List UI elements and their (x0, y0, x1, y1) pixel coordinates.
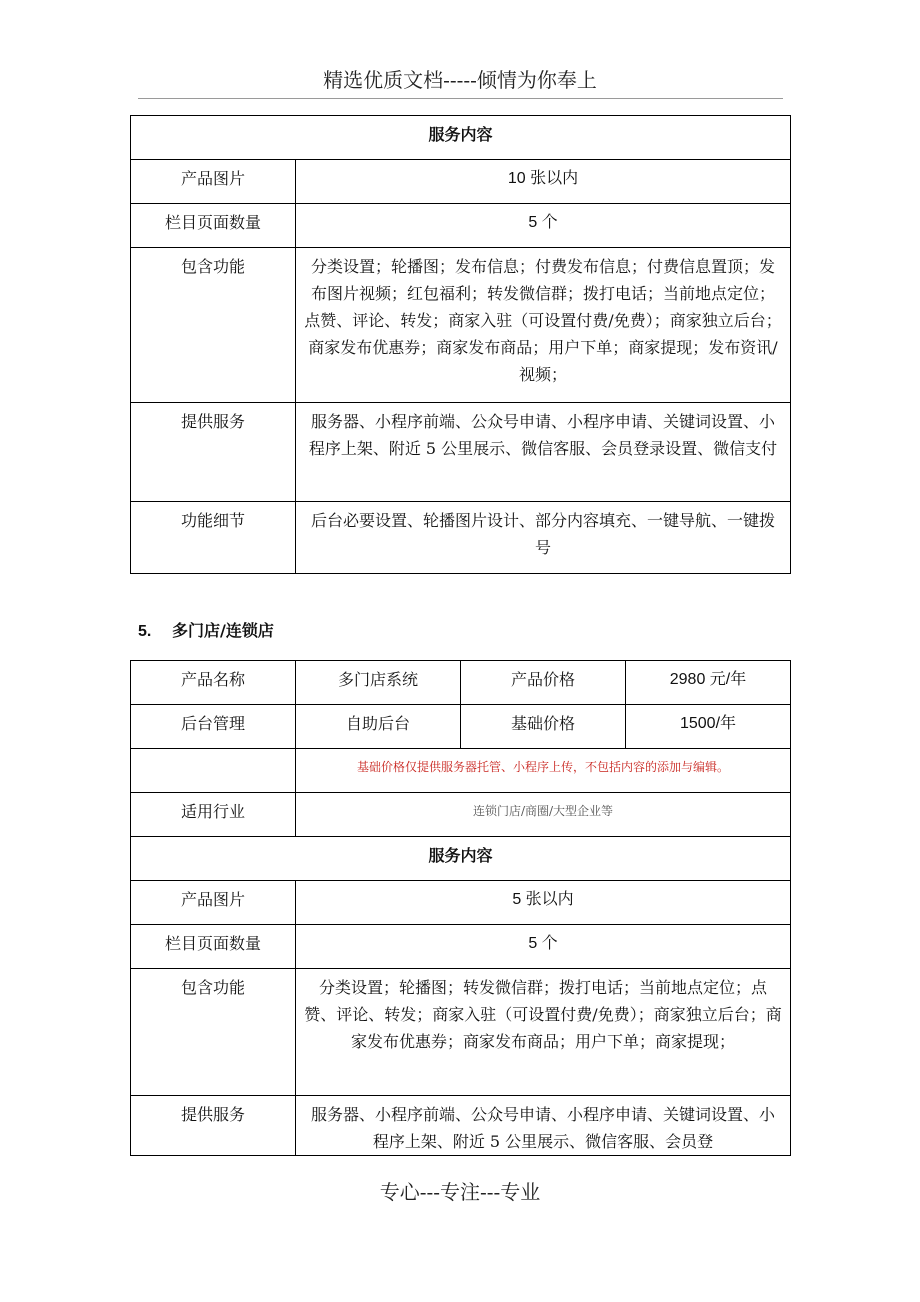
row-value: 服务器、小程序前端、公众号申请、小程序申请、关键词设置、小程序上架、附近 5 公里展示、微信客服、会员登 (296, 1096, 791, 1156)
product-name: 多门店系统 (296, 661, 461, 705)
section-heading (138, 618, 274, 641)
row-label: 包含功能 (131, 248, 296, 403)
row-label: 栏目页面数量 (131, 204, 296, 248)
row-value: 5 张以内 (296, 881, 791, 925)
row-label: 提供服务 (131, 403, 296, 502)
row-value: 5 个 (296, 204, 791, 248)
section-title: 多门店/连锁店 (172, 621, 274, 640)
section-number: 5. (138, 623, 152, 640)
row-label: 包含功能 (131, 969, 296, 1096)
row-value: 后台必要设置、轮播图片设计、部分内容填充、一键导航、一键拨号 (296, 502, 791, 574)
backend-value: 自助后台 (296, 705, 461, 749)
industry-label: 适用行业 (131, 793, 296, 837)
product-name-label: 产品名称 (131, 661, 296, 705)
row-label: 产品图片 (131, 881, 296, 925)
backend-label: 后台管理 (131, 705, 296, 749)
row-value: 5 个 (296, 925, 791, 969)
empty-cell (131, 749, 296, 793)
service-heading: 服务内容 (131, 837, 791, 881)
row-value: 10 张以内 (296, 160, 791, 204)
header-divider (138, 98, 783, 99)
row-value: 服务器、小程序前端、公众号申请、小程序申请、关键词设置、小程序上架、附近 5 公里展示、微信客服、会员登录设置、微信支付 (296, 403, 791, 502)
row-value: 分类设置；轮播图；发布信息；付费发布信息；付费信息置顶；发布图片视频；红包福利；转发微信群；拨打电话；当前地点定位；点赞、评论、转发；商家入驻（可设置付费/免费）；商家独立后台；商家发布优惠券；商家发布商品；用户下单；商家提现；发布资讯/视频； (296, 248, 791, 403)
industry-value: 连锁门店/商圈/大型企业等 (296, 793, 791, 837)
service-table-2 (130, 660, 791, 1156)
base-price-note: 基础价格仅提供服务器托管、小程序上传，不包括内容的添加与编辑。 (296, 749, 791, 793)
page-footer: 专心---专注---专业 (379, 1180, 541, 1204)
page-header-title: 精选优质文档-----倾情为你奉上 (323, 68, 597, 92)
row-label: 功能细节 (131, 502, 296, 574)
price-value: 2980 元/年 (626, 661, 791, 705)
row-label: 栏目页面数量 (131, 925, 296, 969)
price-label: 产品价格 (461, 661, 626, 705)
base-price-label: 基础价格 (461, 705, 626, 749)
service-table-1 (130, 115, 791, 574)
row-value: 分类设置；轮播图；转发微信群；拨打电话；当前地点定位；点赞、评论、转发；商家入驻（可设置付费/免费）；商家独立后台；商家发布优惠券；商家发布商品；用户下单；商家提现； (296, 969, 791, 1096)
service-heading: 服务内容 (131, 116, 791, 160)
row-label: 提供服务 (131, 1096, 296, 1156)
row-label: 产品图片 (131, 160, 296, 204)
base-price-value: 1500/年 (626, 705, 791, 749)
